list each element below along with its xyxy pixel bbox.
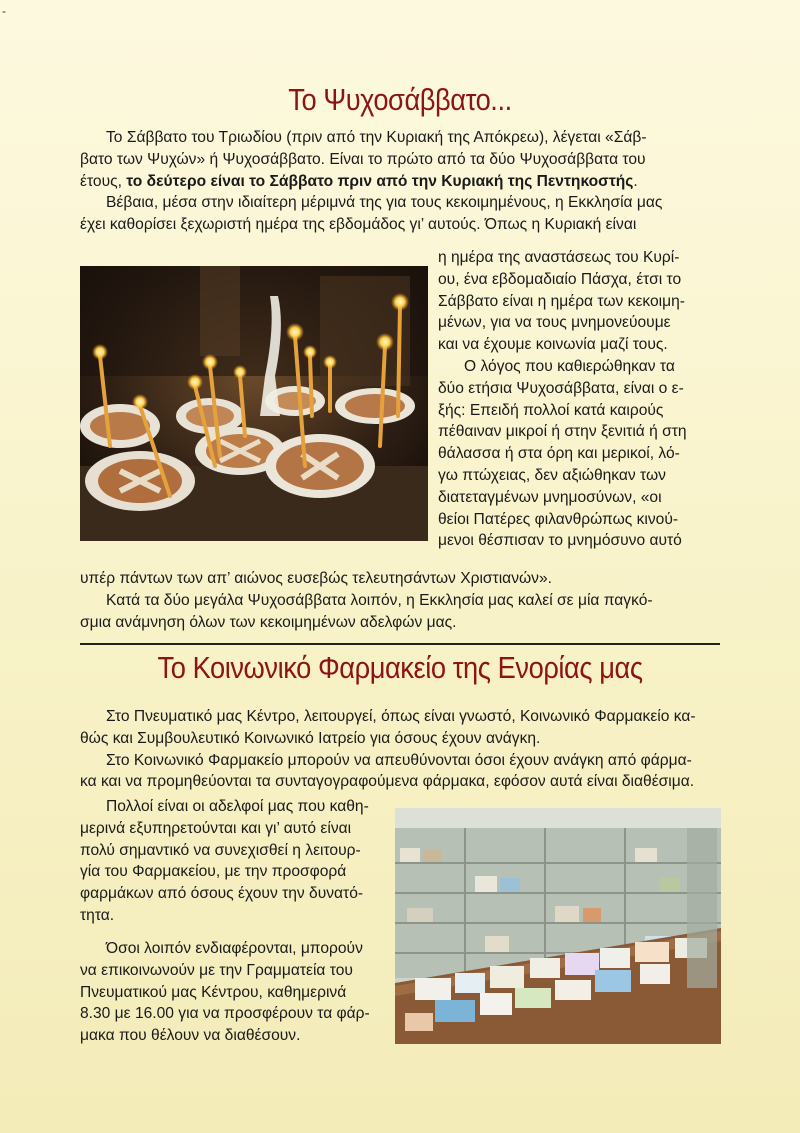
text-fragment: .	[633, 172, 638, 190]
text-line: σμια ανάμνηση όλων των κεκοιμημένων αδελφών μας.	[80, 613, 457, 631]
pharmacy-medicines-photo	[395, 808, 721, 1044]
bold-text: το δεύτερο είναι το Σάββατο πριν από την Κυριακή της Πεντηκοστής	[126, 172, 634, 190]
section-title-psychosavvato: Το Ψυχοσάββατο...	[288, 82, 512, 117]
text-line: μερινά εξυπηρετούνται και γι’ αυτό είναι	[80, 819, 352, 837]
text-line: Κατά τα δύο μεγάλα Ψυχοσάββατα λοιπόν, η Εκκλησία μας καλεί σε μία παγκό-	[106, 591, 653, 609]
text-line: και να έχουμε κοινωνία μαζί τους.	[438, 336, 668, 354]
text-line: 8.30 με 16.00 για να προσφέρουν τα φάρ-	[80, 1005, 370, 1023]
text-line: Στο Πνευματικό μας Κέντρο, λειτουργεί, όπως είναι γνωστό, Κοινωνικό Φαρμακείο κα-	[106, 708, 696, 725]
text-line: Βέβαια, μέσα στην ιδιαίτερη μέριμνά της για τους κεκοιμημένους, η Εκκλησία μας	[106, 194, 663, 212]
section-title-pharmacy: Το Κοινωνικό Φαρμακείο της Ενορίας μας	[157, 650, 643, 685]
text-line	[80, 171, 720, 193]
section-divider	[80, 643, 720, 645]
text-line: γω πτώχειας, δεν αξιώθηκαν των	[438, 466, 666, 484]
paragraph-intro	[80, 127, 720, 236]
text-line: Το Σάββατο του Τριωδίου (πριν από την Κυριακή της Απόκρεω), λέγεται «Σάβ-	[106, 129, 647, 146]
paragraph-saturday-meaning	[438, 247, 720, 552]
text-line: πολύ σημαντικό να συνεχισθεί η λειτουρ-	[80, 841, 361, 859]
paragraph-pharmacy-help	[80, 796, 386, 927]
text-line: γία του Φαρμακείου, με την προσφορά	[80, 863, 347, 881]
text-line: η ημέρα της αναστάσεως του Κυρί-	[438, 249, 680, 266]
text-fragment: έτους,	[80, 172, 127, 190]
paragraph-closing	[80, 568, 720, 633]
text-line: Στο Κοινωνικό Φαρμακείο μπορούν να απευθύνονται όσοι έχουν ανάγκη από φάρμα-	[106, 751, 692, 769]
text-line: Πνευματικού μας Κέντρου, καθημερινά	[80, 983, 347, 1001]
text-line: Σάββατο είναι η ημέρα των κεκοιμη-	[438, 292, 685, 310]
text-line: μακα που θέλουν να διαθέσουν.	[80, 1027, 301, 1045]
text-line: ξής: Επειδή πολλοί κατά καιρούς	[438, 401, 664, 419]
paragraph-pharmacy-contact	[80, 938, 386, 1047]
candles-memorial-photo	[80, 266, 428, 541]
paragraph-pharmacy-intro	[80, 706, 720, 793]
text-line: Ο λόγος που καθιερώθηκαν τα	[464, 357, 675, 375]
text-line: θάλασσα ή στα όρη και μερικοί, λό-	[438, 445, 680, 463]
text-line: να επικοινωνούν με την Γραμματεία του	[80, 961, 353, 979]
text-line: Πολλοί είναι οι αδελφοί μας που καθη-	[106, 798, 369, 815]
text-line: μένων, για να τους μνημονεύουμε	[438, 314, 671, 332]
text-line: έχει καθορίσει ξεχωριστή ημέρα της εβδομάδος γι’ αυτούς. Όπως η Κυριακή είναι	[80, 216, 637, 234]
text-line: πέθαιναν μικροί ή στην ξενιτιά ή στη	[438, 423, 687, 441]
text-line: κα και να προμηθεύονται τα συνταγογραφούμενα φάρμακα, εφόσον αυτά είναι διαθέσιμα.	[80, 773, 695, 791]
text-line: δύο ετήσια Ψυχοσάββατα, είναι ο ε-	[438, 379, 684, 397]
corner-mark: -	[2, 4, 6, 18]
text-line: τητα.	[80, 906, 115, 924]
text-line: Όσοι λοιπόν ενδιαφέρονται, μπορούν	[106, 940, 363, 957]
text-line: μενοι θέσπισαν το μνημόσυνο αυτό	[438, 532, 682, 550]
text-line: θώς και Συμβουλευτικό Κοινωνικό Ιατρείο για όσους έχουν ανάγκη.	[80, 729, 541, 747]
text-line: βατο των Ψυχών» ή Ψυχοσάββατο. Είναι το πρώτο από τα δύο Ψυχοσάββατα του	[80, 150, 646, 168]
text-line: υπέρ πάντων των απ’ αιώνος ευσεβώς τελευτησάντων Χριστιανών».	[80, 570, 552, 587]
text-line: φαρμάκων από όσους έχουν την δυνατό-	[80, 885, 364, 903]
text-line: ου, ένα εβδομαδιαίο Πάσχα, έτσι το	[438, 270, 682, 288]
text-line: θείοι Πατέρες φιλανθρώπως κινού-	[438, 510, 679, 528]
text-line: διατεταγμένων μνημοσύνων, «οι	[438, 488, 662, 506]
